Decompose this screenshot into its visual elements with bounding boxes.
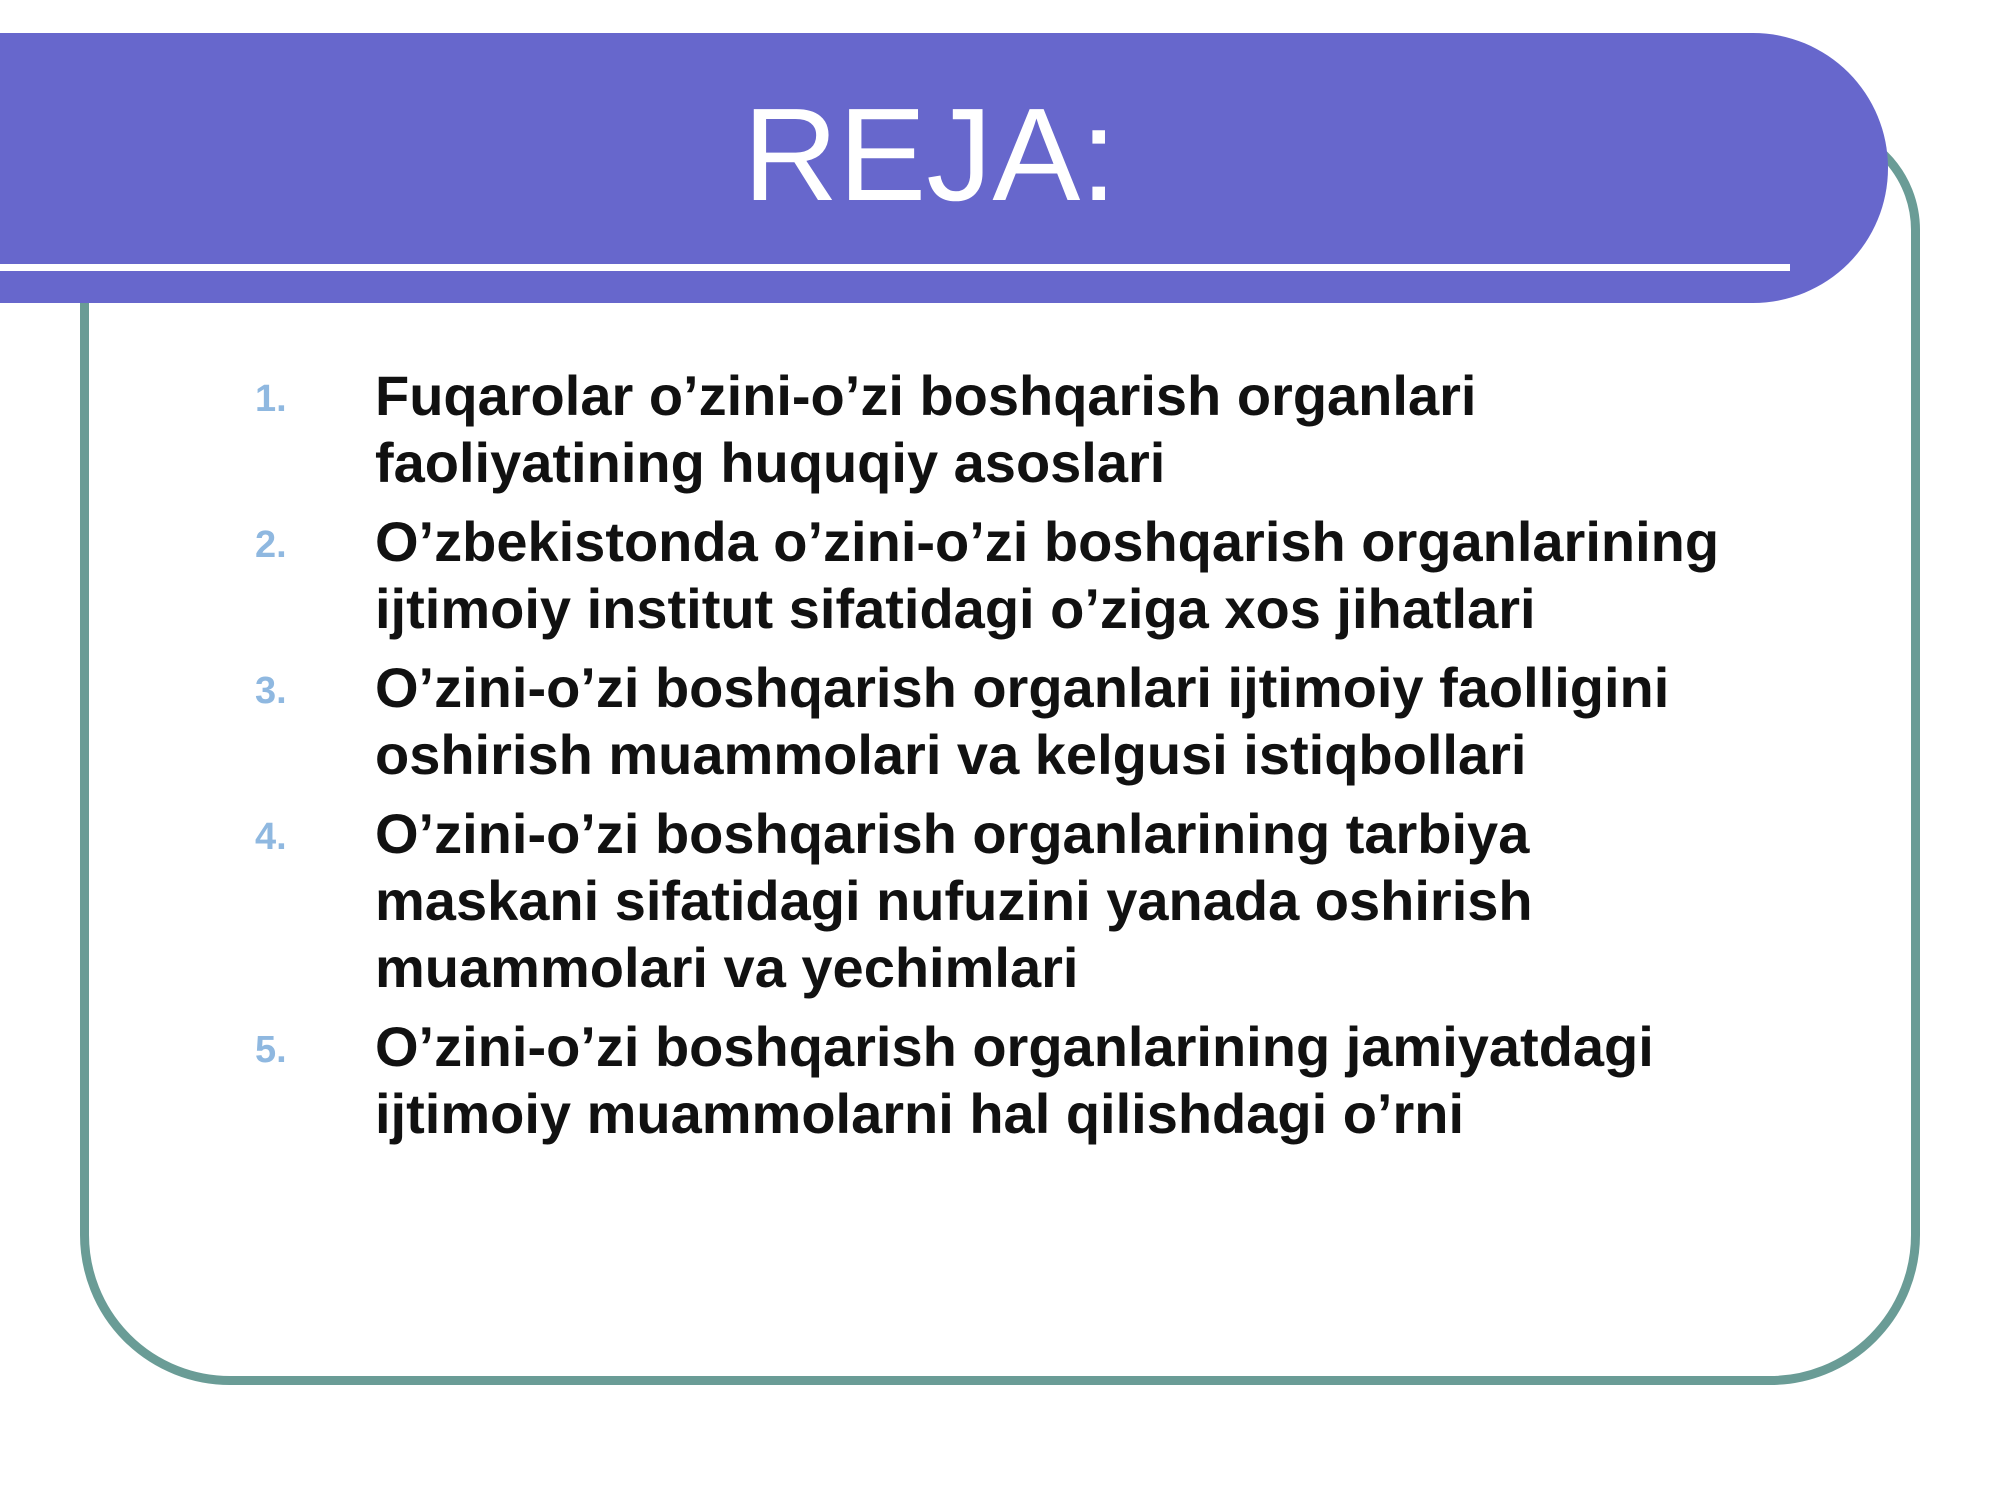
title-underline <box>0 264 1790 271</box>
item-text: O’zini-o’zi boshqarish organlarining tarbiya maskani sifatidagi nufuzini yanada oshirish muammolari va yechimlari <box>375 802 1533 999</box>
item-number: 2. <box>255 524 287 566</box>
item-number: 5. <box>255 1029 287 1071</box>
item-text: O’zini-o’zi boshqarish organlari ijtimoiy faolligini oshirish muammolari va kelgusi istiqbollari <box>375 656 1670 786</box>
list-item <box>255 1013 1895 1147</box>
list-item <box>255 362 1895 496</box>
list-item <box>255 508 1895 642</box>
item-text: O’zini-o’zi boshqarish organlarining jamiyatdagi ijtimoiy muammolarni hal qilishdagi o’rni <box>375 1015 1654 1145</box>
item-text: Fuqarolar o’zini-o’zi boshqarish organlari faoliyatining huquqiy asoslari <box>375 364 1477 494</box>
item-number: 4. <box>255 816 287 858</box>
list-item <box>255 654 1895 788</box>
item-number: 1. <box>255 378 287 420</box>
item-text: O’zbekistonda o’zini-o’zi boshqarish organlarining ijtimoiy institut sifatidagi o’ziga xos jihatlari <box>375 510 1720 640</box>
slide-title: REJA: <box>742 81 1118 228</box>
item-number: 3. <box>255 670 287 712</box>
list-item <box>255 800 1895 1001</box>
plan-list <box>255 362 1895 1159</box>
